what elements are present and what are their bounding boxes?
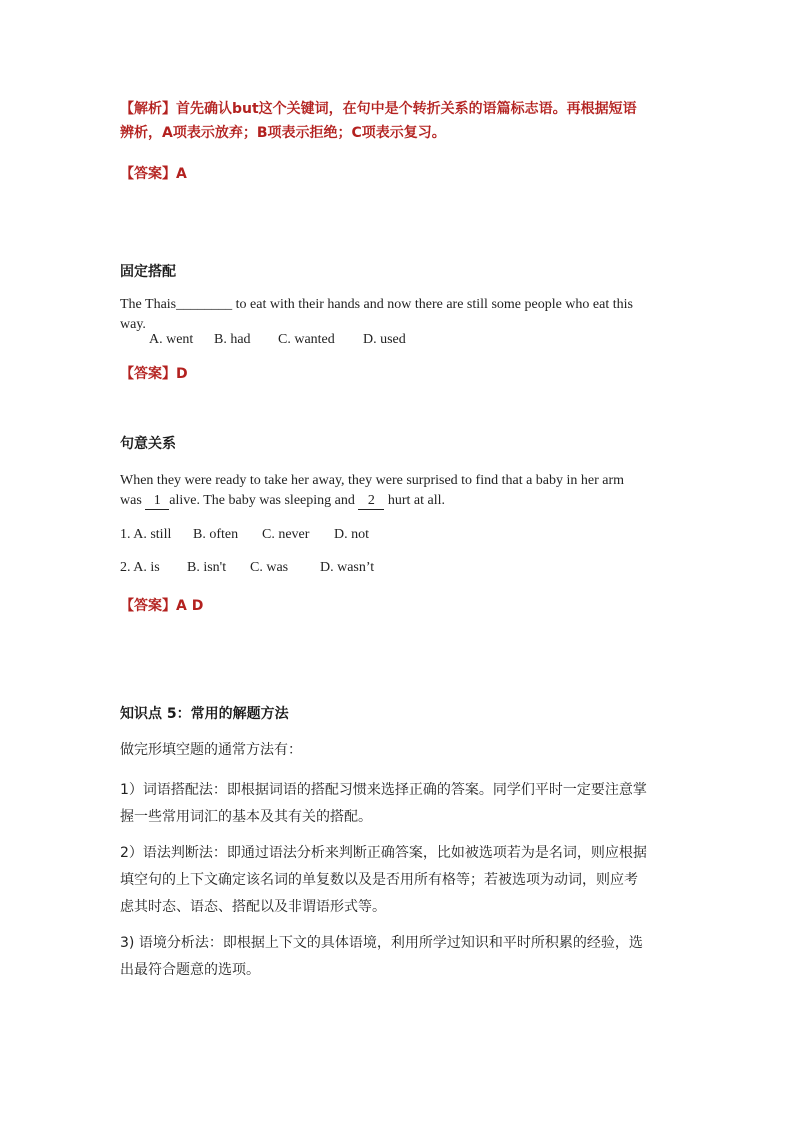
option-d: D. used [363, 332, 406, 347]
answer-1: 【答案】A [120, 166, 187, 182]
options-q2 [120, 558, 680, 578]
q1-option-b: B. often [193, 527, 239, 542]
q1-option-a: 1. A. still [120, 527, 172, 542]
option-a: A. went [149, 332, 194, 347]
analysis-line-2: 辨析，A项表示放弃；B项表示拒绝；C项表示复习。 [120, 125, 446, 141]
knowledge-intro: 做完形填空题的通常方法有： [120, 742, 302, 758]
passage-text: hurt at all. [384, 493, 446, 508]
question-fixed-line-1 [120, 295, 680, 315]
option-c: C. wanted [278, 332, 335, 347]
option-b: B. had [214, 332, 251, 347]
q2-option-c: C. was [250, 560, 289, 575]
q2-option-d: D. wasn’t [320, 560, 375, 575]
method-3 [120, 930, 680, 984]
answer-fixed: 【答案】D [120, 366, 188, 382]
section-title-fixed: 固定搭配 [120, 264, 176, 280]
method-3-line-1: 3) 语境分析法：即根据上下文的具体语境，利用所学过知识和平时所积累的经验，选 [120, 935, 643, 951]
method-2 [120, 840, 680, 921]
method-1 [120, 777, 680, 831]
method-3-line-2: 出最符合题意的选项。 [120, 962, 260, 978]
knowledge-title: 知识点 5：常用的解题方法 [120, 706, 289, 722]
options-fixed [149, 330, 709, 350]
q1-option-d: D. not [334, 527, 369, 542]
passage-sentence [120, 471, 680, 511]
question-fixed-line-2: way. [120, 317, 146, 332]
q2-option-a: 2. A. is [120, 560, 160, 575]
method-1-line-1: 1）词语搭配法：即根据词语的搭配习惯来选择正确的答案。同学们平时一定要注意掌 [120, 782, 647, 798]
passage-text: was [120, 493, 146, 508]
options-q1 [120, 525, 680, 545]
q-blank: ________ [176, 297, 233, 312]
answer-sentence: 【答案】A D [120, 598, 204, 614]
passage-line-1: When they were ready to take her away, they were surprised to find that a baby in her arm [120, 473, 625, 488]
method-2-line-1: 2）语法判断法：即通过语法分析来判断正确答案，比如被选项若为是名词，则应根据 [120, 845, 647, 861]
passage-line-2 [120, 491, 680, 511]
method-2-line-2: 填空句的上下文确定该名词的单复数以及是否用所有格等；若被选项为动词，则应考 [120, 872, 638, 888]
analysis-line-1: 【解析】首先确认but这个关键词，在句中是个转折关系的语篇标志语。再根据短语 [120, 101, 637, 117]
question-fixed [120, 295, 680, 335]
blank-1: 1 [145, 493, 169, 510]
analysis-paragraph [120, 97, 680, 145]
method-1-line-2: 握一些常用词汇的基本及其有关的搭配。 [120, 809, 372, 825]
q2-option-b: B. isn't [187, 560, 227, 575]
q-text: to eat with their hands and now there are still some people who eat this [232, 297, 633, 312]
q1-option-c: C. never [262, 527, 310, 542]
q-text: The Thais [120, 297, 177, 312]
method-2-line-3: 虑其时态、语态、搭配以及非谓语形式等。 [120, 899, 386, 915]
blank-2: 2 [358, 493, 384, 510]
passage-text: alive. The baby was sleeping and [169, 493, 359, 508]
section-title-sentence: 句意关系 [120, 436, 176, 452]
